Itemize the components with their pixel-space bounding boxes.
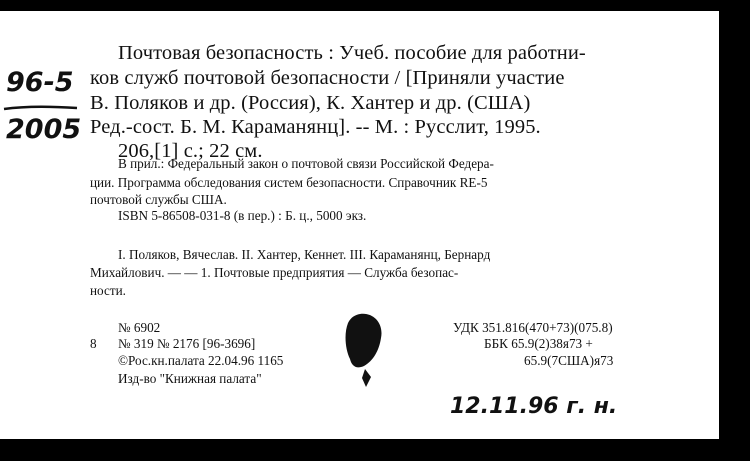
ink-blot [340,311,385,396]
isbn-line: ISBN 5-86508-031-8 (в пер.) : Б. ц., 5000 экз. [118,208,367,223]
udk-classification: УДК 351.816(470+73)(075.8) [453,320,613,335]
registry-line: № 319 № 2176 [96-3696] [118,336,256,351]
handwritten-call-number-top: 96-5 [6,67,74,98]
appendix-note-line-1: В прил.: Федеральный закон о почтовой связи Российской Федера- [118,156,494,171]
handwritten-call-number-bottom: 2005 [6,114,82,145]
title-line-1: Почтовая безопасность : Учеб. пособие для работни- [118,42,586,64]
tracings-line-1: I. Поляков, Вячеслав. II. Хантер, Кеннет. III. Караманянц, Бернард [118,247,491,262]
bbk-classification-2: 65.9(7США)я73 [524,353,614,368]
card-number: № 6902 [118,320,161,335]
pagination-line: 206,[1] с.; 22 см. [118,140,263,162]
appendix-note-line-3: почтовой службы США. [90,192,227,207]
title-line-3: В. Поляков и др. (Россия), К. Хантер и др. (США) [90,92,531,114]
copyright-line: ©Рос.кн.палата 22.04.96 1165 [118,353,284,368]
tracings-line-2: Михайлович. — — 1. Почтовые предприятия — Служба безопас- [90,265,459,280]
title-line-4: Ред.-сост. Б. М. Караманянц]. -- М. : Русслит, 1995. [90,116,541,138]
title-line-2: ков служб почтовой безопасности / [Приняли участие [90,67,565,89]
registry-prefix: 8 [90,336,97,351]
bbk-classification: ББК 65.9(2)38я73 + [484,336,593,351]
call-number-underline [2,103,82,113]
appendix-note-line-2: ции. Программа обследования систем безопасности. Справочник RE-5 [90,175,488,190]
tracings-line-3: ности. [90,283,126,298]
library-catalog-card [0,11,719,439]
publisher-line: Изд-во "Книжная палата" [118,371,262,386]
handwritten-date-note: 12.11.96 г. н. [450,394,618,419]
